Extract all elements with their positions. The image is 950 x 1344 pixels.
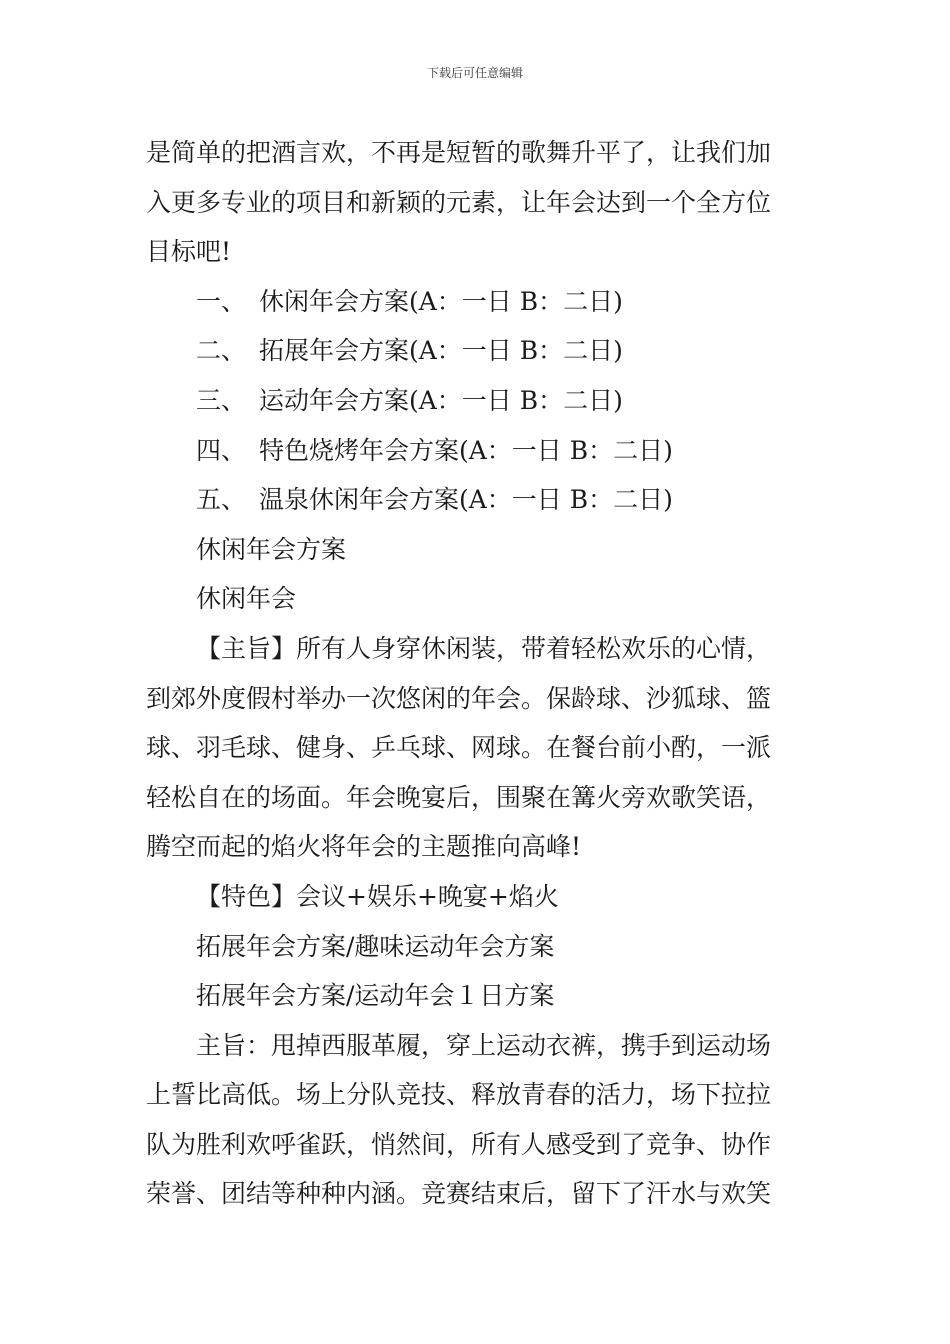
section2-purpose-line-1: 主旨：甩掉西服革履，穿上运动衣裤，携手到运动场 [196,1030,772,1060]
section2-purpose-line-2: 上誓比高低。场上分队竞技、释放青春的活力，场下拉拉 [146,1080,772,1110]
intro-line-2: 入更多专业的项目和新颖的元素，让年会达到一个全方位 [146,187,772,217]
list-number: 四、 [196,435,247,465]
section1-subtitle: 休闲年会 [196,584,297,614]
list-number: 三、 [196,385,247,415]
list-item-5 [146,475,808,525]
section1-purpose-line-3: 球、羽毛球、健身、乒乓球、网球。在餐台前小酌，一派 [146,733,772,763]
section1-purpose-line-5: 腾空而起的焰火将年会的主题推向高峰! [146,832,582,862]
list-number: 一、 [196,286,247,316]
section2-purpose-line-4: 荣誉、团结等种种内涵。竞赛结束后，留下了汗水与欢笑 [146,1179,772,1209]
list-text: 温泉休闲年会方案(A：一日 B：二日) [259,485,673,515]
list-number: 二、 [196,336,247,366]
list-item-3 [146,376,808,426]
list-item-1 [146,277,808,327]
list-text: 特色烧烤年会方案(A：一日 B：二日) [259,435,673,465]
list-item-2 [146,326,808,376]
list-item-4 [146,426,808,476]
section2-title: 拓展年会方案/趣味运动年会方案 [196,931,555,961]
list-text: 运动年会方案(A：一日 B：二日) [259,385,623,415]
intro-line-3: 目标吧! [146,237,232,267]
section1-purpose-line-1: 【主旨】所有人身穿休闲装，带着轻松欢乐的心情， [196,633,772,663]
list-text: 休闲年会方案(A：一日 B：二日) [259,286,623,316]
intro-line-1: 是简单的把酒言欢，不再是短暂的歌舞升平了，让我们加 [146,138,772,167]
section2-subtitle: 拓展年会方案/运动年会１日方案 [196,981,555,1011]
list-text: 拓展年会方案(A：一日 B：二日) [259,336,623,366]
section1-title: 休闲年会方案 [196,534,347,564]
list-number: 五、 [196,485,247,515]
document-body [146,128,808,1219]
section2-purpose-line-3: 队为胜利欢呼雀跃，悄然间，所有人感受到了竞争、协作 [146,1129,772,1159]
section1-feature: 【特色】会议+娱乐+晚宴+焰火 [196,881,559,911]
section1-purpose-line-2: 到郊外度假村举办一次悠闲的年会。保龄球、沙狐球、篮 [146,683,772,713]
page-header-note: 下载后可任意编辑 [426,66,523,80]
section1-purpose-line-4: 轻松自在的场面。年会晚宴后，围聚在篝火旁欢歌笑语， [146,782,772,812]
